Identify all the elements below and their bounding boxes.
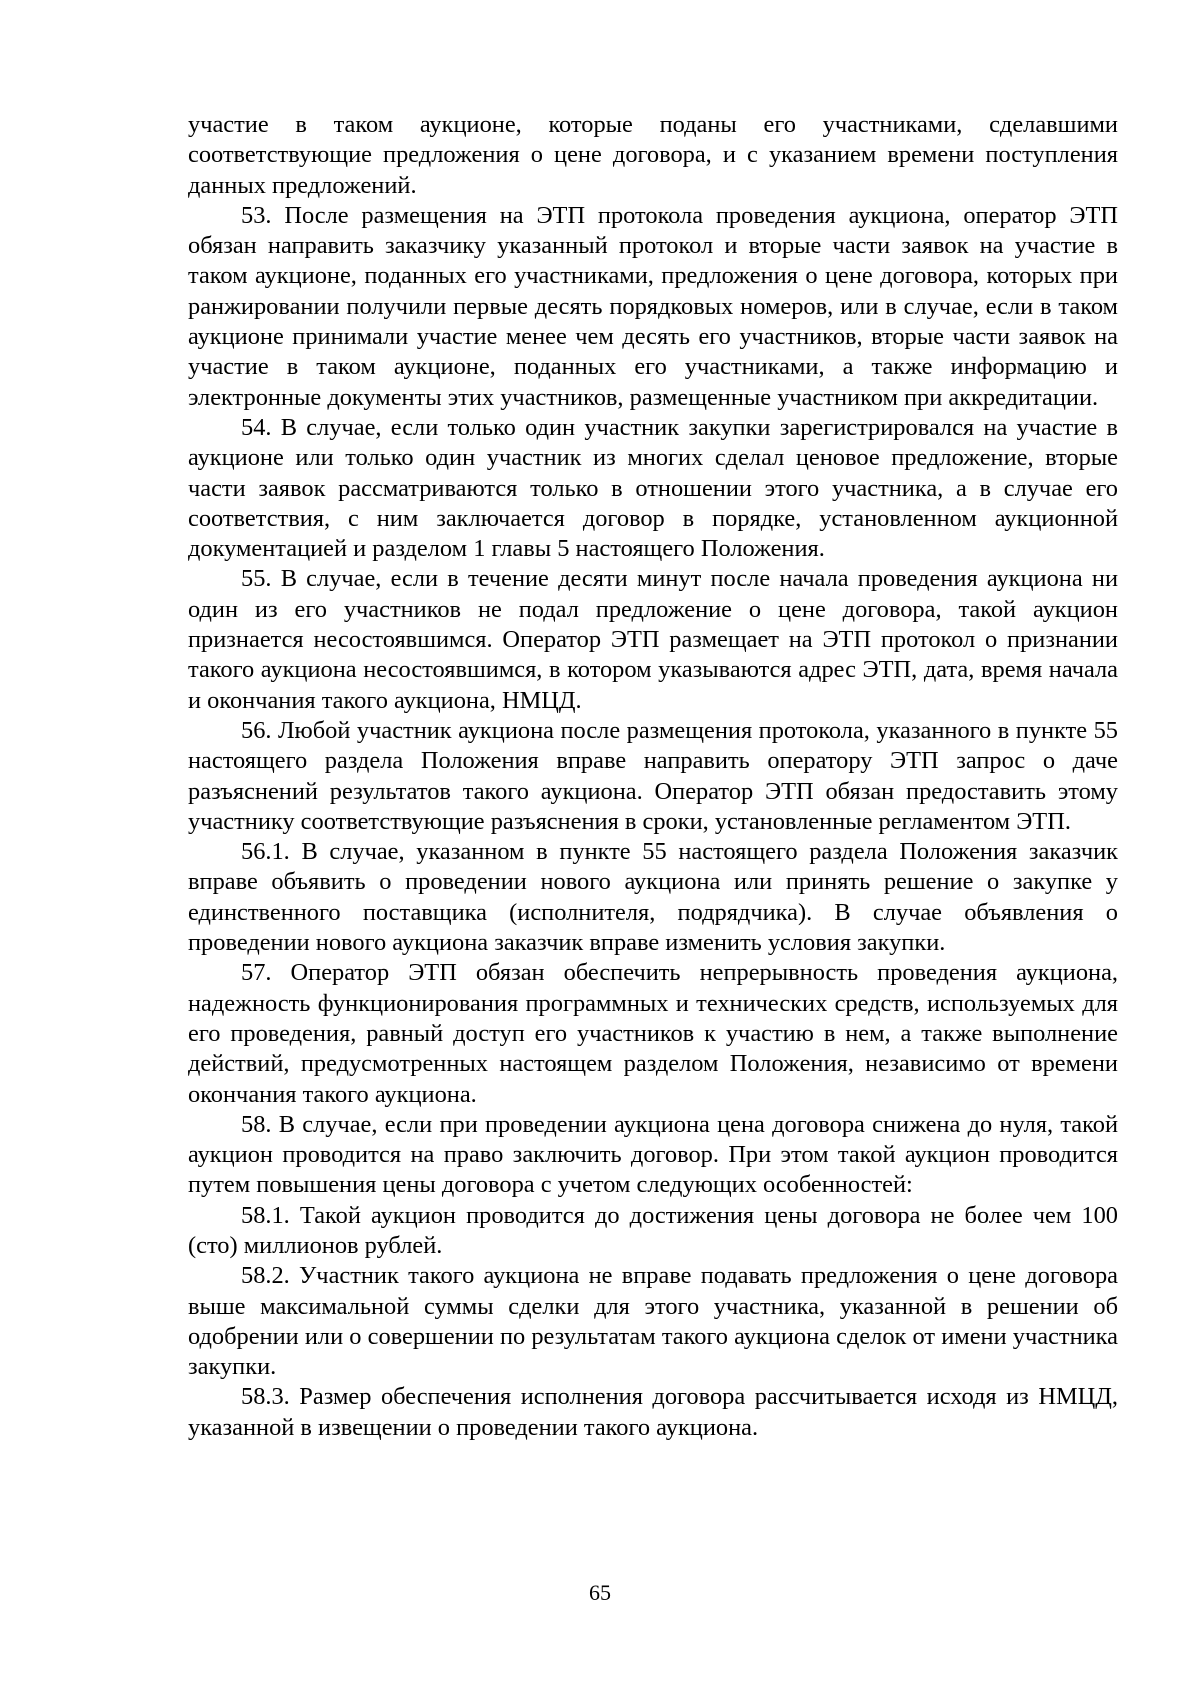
paragraph-56: 56. Любой участник аукциона после размещения протокола, указанного в пункте 55 настоящего раздела Положения вправе направить оператору ЭТП запрос о даче разъяснений результатов такого аукциона. Оператор ЭТП обязан предоставить этому участнику соответствующие разъяснения в сроки, установленные регламентом ЭТП. (188, 716, 1118, 835)
paragraph-58-2: 58.2. Участник такого аукциона не вправе подавать предложения о цене договора выше максимальной суммы сделки для этого участника, указанной в решении об одобрении или о совершении по результатам такого аукциона сделок от имени участника закупки. (188, 1262, 1118, 1381)
paragraph-57: 57. Оператор ЭТП обязан обеспечить непрерывность проведения аукциона, надежность функционирования программных и технических средств, используемых для его проведения, равный доступ его участников к участию в нем, а также выполнение действий, предусмотренных настоящем разделом Положения, независимо от времени окончания такого аукциона. (188, 959, 1118, 1108)
paragraph-continuation: участие в таком аукционе, которые поданы его участниками, сделавшими соответствующие предложения о цене договора, и с указанием времени поступления данных предложений. (188, 111, 1118, 199)
paragraph-54: 54. В случае, если только один участник закупки зарегистрировался на участие в аукционе или только один участник из многих сделал ценовое предложение, вторые части заявок рассматриваются только в отношении этого участника, а в случае его соответствия, с ним заключается договор в порядке, установленном аукционной документацией и разделом 1 главы 5 настоящего Положения. (188, 413, 1118, 563)
paragraph-58: 58. В случае, если при проведении аукциона цена договора снижена до нуля, такой аукцион проводится на право заключить договор. При этом такой аукцион проводится путем повышения цены договора с учетом следующих особенностей: (188, 1110, 1118, 1199)
paragraph-55: 55. В случае, если в течение десяти минут после начала проведения аукциона ни один из его участников не подал предложение о цене договора, такой аукцион признается несостоявшимся. Оператор ЭТП размещает на ЭТП протокол о признании такого аукциона несостоявшимся, в котором указываются адрес ЭТП, дата, время начала и окончания такого аукциона, НМЦД. (188, 565, 1118, 714)
page-number: 65 (589, 1580, 611, 1605)
paragraph-53: 53. После размещения на ЭТП протокола проведения аукциона, оператор ЭТП обязан направить заказчику указанный протокол и вторые части заявок на участие в таком аукционе, поданных его участниками, предложения о цене договора, которых при ранжировании получили первые десять порядковых номеров, или в случае, если в таком аукционе принимали участие менее чем десять его участников, вторые части заявок на участие в таком аукционе, поданных его участниками, а также информацию и электронные документы этих участников, размещенные участником при аккредитации. (188, 201, 1118, 411)
paragraph-58-3: 58.3. Размер обеспечения исполнения договора рассчитывается исходя из НМЦД, указанной в извещении о проведении такого аукциона. (188, 1383, 1118, 1441)
paragraph-58-1: 58.1. Такой аукцион проводится до достижения цены договора не более чем 100 (сто) миллионов рублей. (188, 1201, 1118, 1259)
paragraph-56-1: 56.1. В случае, указанном в пункте 55 настоящего раздела Положения заказчик вправе объявить о проведении нового аукциона или принять решение о закупке у единственного поставщика (исполнителя, подрядчика). В случае объявления о проведении нового аукциона заказчик вправе изменить условия закупки. (188, 838, 1118, 957)
document-body (188, 110, 1118, 1443)
